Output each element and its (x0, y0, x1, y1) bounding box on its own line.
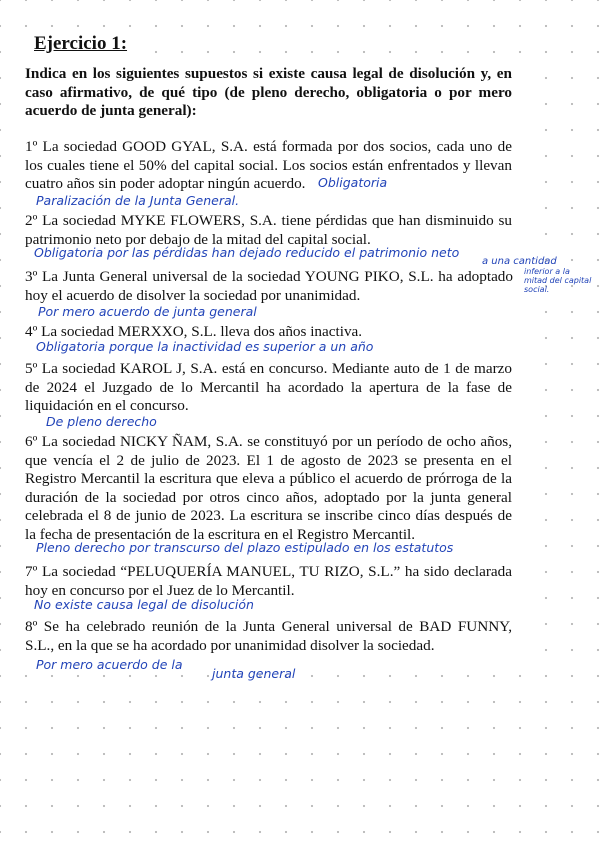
answer-2-line-3: inferior a la (524, 267, 570, 276)
answer-6: Pleno derecho por transcurso del plazo estipulado en los estatutos (36, 540, 454, 555)
case-4: 4º La sociedad MERXXO, S.L. lleva dos años inactiva. (25, 323, 363, 340)
answer-5: De pleno derecho (46, 414, 157, 429)
answer-8-part-1: Por mero acuerdo de la (36, 657, 183, 672)
case-8: 8º Se ha celebrado reunión de la Junta General universal de BAD FUNNY, S.L., en la que se ha acordado por unanimidad disolver la sociedad. (25, 618, 512, 654)
case-3: 3º La Junta General universal de la sociedad YOUNG PIKO, S.L. ha adoptado hoy el acuerdo de disolver la sociedad por unanimidad. (25, 268, 513, 304)
answer-2-line-1: Obligatoria por las pérdidas han dejado reducido el patrimonio neto (34, 245, 460, 260)
answer-2-line-2: a una cantidad (482, 256, 557, 267)
case-1: 1º La sociedad GOOD GYAL, S.A. está formada por dos socios, cada uno de los cuales tiene el 50% del capital social. Los socios están enfrentados y llevan cuatro años sin poder adoptar ningún acuerdo. (25, 138, 512, 192)
case-7: 7º La sociedad “PELUQUERÍA MANUEL, TU RIZO, S.L.” ha sido declarada hoy en concurso por el Juez de lo Mercantil. (25, 563, 512, 599)
answer-8-part-2: junta general (212, 666, 296, 681)
answer-1-line-1: Obligatoria (318, 175, 388, 190)
answer-4: Obligatoria porque la inactividad es superior a un año (36, 339, 374, 354)
case-5: 5º La sociedad KAROL J, S.A. está en concurso. Mediante auto de 1 de marzo de 2024 el Juzgado de lo Mercantil ha acordado la apertura de la fase de liquidación en el concurso. (25, 360, 512, 414)
instruction-text: Indica en los siguientes supuestos si existe causa legal de disolución y, en caso afirmativo, de qué tipo (de pleno derecho, obligatoria o por mero acuerdo de junta general): (25, 65, 512, 119)
case-6: 6º La sociedad NICKY ÑAM, S.A. se constituyó por un período de ocho años, que vencía el 2 de julio de 2023. El 1 de agosto de 2023 se presenta en el Registro Mercantil la escritura que eleva a público el acuerdo de prórroga de la duración de la sociedad por otros cinco años, adoptado por la junta general celebrada el 8 de junio de 2023. La escritura se inscribe cinco días después de la fecha de presentación de la escritura en el Registro Mercantil. (25, 433, 512, 543)
answer-1-line-2: Paralización de la Junta General. (36, 193, 240, 208)
answer-2-line-4: mitad del capital (524, 276, 592, 285)
case-2: 2º La sociedad MYKE FLOWERS, S.A. tiene pérdidas que han disminuido su patrimonio neto por debajo de la mitad del capital social. (25, 212, 512, 248)
answer-7: No existe causa legal de disolución (34, 597, 254, 612)
answer-3: Por mero acuerdo de junta general (38, 304, 257, 319)
answer-2-line-5: social. (524, 285, 550, 294)
exercise-title: Ejercicio 1: (34, 33, 128, 54)
